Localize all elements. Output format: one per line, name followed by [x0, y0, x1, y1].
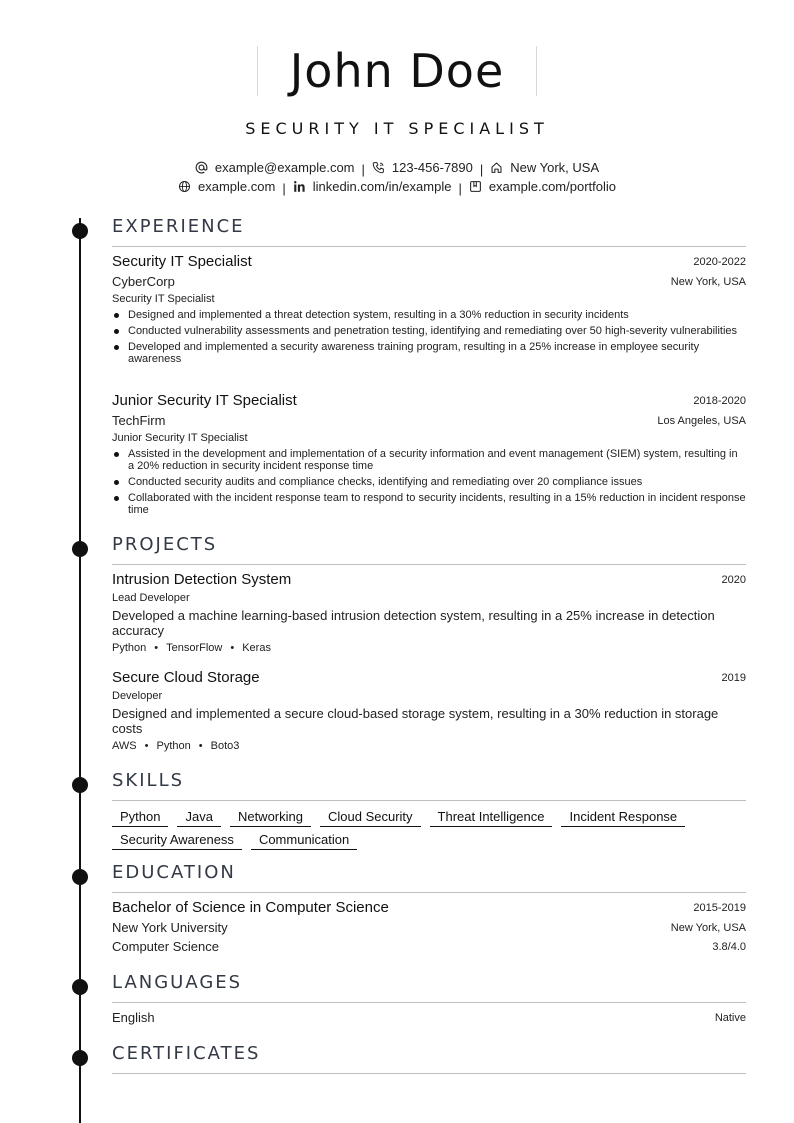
section-title: EXPERIENCE — [112, 216, 245, 237]
gpa: 3.8/4.0 — [712, 941, 746, 953]
globe-icon — [178, 180, 191, 193]
project-tech — [112, 642, 746, 656]
project-role: Developer — [112, 690, 163, 702]
email-text: example@example.com — [214, 160, 355, 175]
languages-section-heading — [112, 972, 746, 1003]
experience-section-heading — [112, 216, 746, 247]
experience-entry-1-company — [112, 274, 746, 292]
home-icon — [490, 161, 503, 174]
education-school-row — [112, 920, 746, 938]
section-title: PROJECTS — [112, 534, 218, 555]
contact-row-2 — [0, 179, 794, 196]
portfolio-text: example.com/portfolio — [488, 179, 616, 194]
portfolio-contact[interactable] — [469, 179, 616, 194]
job-role: Security IT Specialist — [112, 293, 215, 305]
school-location: New York, USA — [670, 922, 746, 934]
bullet-separator: • — [230, 642, 235, 654]
list-item: Conducted security audits and compliance checks, identifying and remediating over 20 compliance issues — [112, 476, 746, 488]
language-entry — [112, 1010, 746, 1028]
job-dates: 2020-2022 — [693, 256, 746, 268]
experience-2-bullets — [112, 448, 746, 520]
location-contact — [490, 160, 599, 175]
company-name: TechFirm — [112, 413, 166, 428]
email-contact[interactable] — [195, 160, 355, 175]
tech-item: Keras — [242, 642, 271, 654]
skill-tag: Java — [177, 809, 220, 827]
list-item: Collaborated with the incident response team to respond to security incidents, resulting in a 15% reduction in incident response time — [112, 492, 746, 516]
skill-tag: Networking — [230, 809, 311, 827]
project-description: Designed and implemented a secure cloud-based storage system, resulting in a 30% reduction in storage costs — [112, 706, 719, 736]
contact-separator: | — [282, 181, 286, 196]
project-entry-2 — [112, 669, 746, 689]
project-description: Developed a machine learning-based intrusion detection system, resulting in a 25% increase in detection accuracy — [112, 608, 715, 638]
project-year: 2020 — [721, 574, 746, 586]
project-year: 2019 — [721, 672, 746, 684]
tech-item: Boto3 — [210, 740, 240, 752]
bullet-separator: • — [198, 740, 203, 752]
linkedin-contact[interactable] — [293, 179, 452, 194]
tech-item: TensorFlow — [166, 642, 223, 654]
job-position: Security IT Specialist — [112, 253, 252, 270]
certificates-section-heading — [112, 1043, 746, 1074]
education-entry — [112, 899, 746, 919]
job-title: SECURITY IT SPECIALIST — [245, 119, 549, 138]
list-item: Assisted in the development and implementation of a security information and event management (SIEM) system, resulting in a 20% reduction in security incident response time — [112, 448, 746, 472]
website-text: example.com — [198, 179, 276, 194]
experience-entry-1 — [112, 253, 746, 273]
project-role: Lead Developer — [112, 592, 190, 604]
phone-contact[interactable] — [372, 160, 473, 175]
job-position: Junior Security IT Specialist — [112, 392, 297, 409]
tech-item: Python — [156, 740, 191, 752]
experience-entry-2 — [112, 392, 746, 412]
skill-tag: Incident Response — [561, 809, 685, 827]
list-item: Designed and implemented a threat detection system, resulting in a 30% reduction in security incidents — [112, 309, 746, 321]
linkedin-icon — [293, 180, 306, 193]
timeline-dot — [72, 223, 88, 239]
bullet-separator: • — [154, 642, 159, 654]
language-name: English — [112, 1010, 155, 1025]
location-text: New York, USA — [510, 160, 600, 175]
candidate-name: John Doe — [257, 46, 538, 96]
timeline-dot — [72, 777, 88, 793]
contact-separator: | — [479, 162, 484, 177]
list-item: Developed and implemented a security awareness training program, resulting in a 25% increase in employee security awareness — [112, 341, 746, 365]
phone-icon — [372, 161, 385, 174]
projects-section-heading — [112, 534, 746, 565]
skill-tag: Security Awareness — [112, 832, 242, 850]
project-name: Secure Cloud Storage — [112, 669, 260, 686]
phone-text: 123-456-7890 — [391, 160, 473, 175]
timeline-dot — [72, 1050, 88, 1066]
section-title: SKILLS — [112, 770, 185, 791]
contact-separator: | — [458, 181, 462, 196]
company-name: CyberCorp — [112, 274, 175, 289]
tech-item: AWS — [112, 740, 137, 752]
education-dates: 2015-2019 — [693, 902, 746, 914]
portfolio-icon — [469, 180, 482, 193]
skill-tag: Python — [112, 809, 168, 827]
company-location: New York, USA — [670, 276, 746, 288]
timeline-dot — [72, 869, 88, 885]
contact-row-1 — [0, 160, 794, 177]
section-title: LANGUAGES — [112, 972, 243, 993]
field-of-study: Computer Science — [112, 939, 219, 954]
list-item: Conducted vulnerability assessments and penetration testing, identifying and remediating over 50 high-severity vulnerabilities — [112, 325, 746, 337]
bullet-separator: • — [144, 740, 149, 752]
contact-separator: | — [361, 162, 365, 177]
at-icon — [195, 161, 208, 174]
experience-entry-2-company — [112, 413, 746, 431]
website-contact[interactable] — [178, 179, 275, 194]
name-header — [0, 46, 794, 96]
tech-item: Python — [112, 642, 147, 654]
company-location: Los Angeles, USA — [657, 415, 746, 427]
project-tech — [112, 740, 746, 754]
education-field-row — [112, 939, 746, 957]
skill-tag: Communication — [251, 832, 357, 850]
language-level: Native — [714, 1012, 746, 1024]
school-name: New York University — [112, 920, 228, 935]
job-dates: 2018-2020 — [693, 395, 746, 407]
job-role: Junior Security IT Specialist — [112, 432, 248, 444]
skill-tag: Threat Intelligence — [430, 809, 553, 827]
project-name: Intrusion Detection System — [112, 571, 292, 588]
education-section-heading — [112, 862, 746, 893]
experience-1-bullets — [112, 309, 746, 369]
skills-section-heading — [112, 770, 746, 801]
degree: Bachelor of Science in Computer Science — [112, 899, 389, 916]
skills-list — [112, 808, 752, 854]
project-entry-1 — [112, 571, 746, 591]
skill-tag: Cloud Security — [320, 809, 421, 827]
section-title: CERTIFICATES — [112, 1043, 261, 1064]
timeline-dot — [72, 979, 88, 995]
timeline-dot — [72, 541, 88, 557]
linkedin-text: linkedin.com/in/example — [312, 179, 452, 194]
section-title: EDUCATION — [112, 862, 236, 883]
